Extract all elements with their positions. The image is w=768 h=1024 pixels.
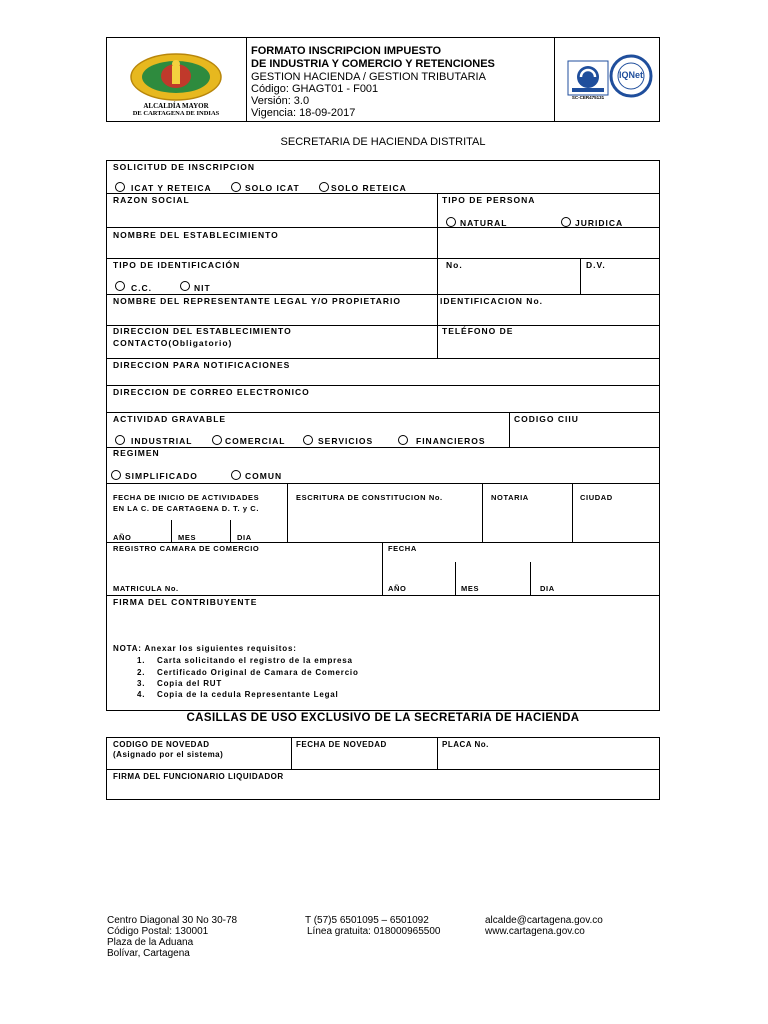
- placa-label: PLACA No.: [442, 740, 489, 749]
- logo-caption-2: DE CARTAGENA DE INDIAS: [132, 110, 220, 117]
- radio-icat-reteica[interactable]: [115, 182, 125, 192]
- footer-email[interactable]: alcalde@cartagena.gov.co: [485, 915, 603, 926]
- requisito-3-number: 3.: [137, 679, 146, 688]
- exclusive-section-title: CASILLAS DE USO EXCLUSIVO DE LA SECRETARIA DE HACIENDA: [186, 712, 580, 724]
- iqnet-certification-logo: [609, 54, 653, 98]
- footer-address-3: Plaza de la Aduana: [107, 937, 194, 948]
- footer-phone: T (57)5 6501095 – 6501092: [305, 915, 429, 926]
- fecha-inicio-label-2: EN LA C. DE CARTAGENA D. T. y C.: [113, 504, 260, 513]
- radio-servicios[interactable]: [303, 435, 313, 445]
- inicio-dia-label: DIA: [237, 533, 252, 542]
- footer-free-line: Línea gratuita: 018000965500: [307, 926, 441, 937]
- contacto-obligatorio-label: CONTACTO(Obligatorio): [113, 338, 233, 348]
- radio-comercial[interactable]: [212, 435, 222, 445]
- document-title-line2: DE INDUSTRIA Y COMERCIO Y RETENCIONES: [251, 58, 495, 70]
- codigo-novedad-label: CODIGO DE NOVEDAD: [113, 740, 210, 749]
- radio-simplificado[interactable]: [111, 470, 121, 480]
- fecha-inicio-label-1: FECHA DE INICIO DE ACTIVIDADES: [113, 493, 260, 502]
- logo-caption-1: ALCALDÍA MAYOR: [143, 102, 209, 110]
- actividad-gravable-label: ACTIVIDAD GRAVABLE: [113, 414, 227, 424]
- option-financieros: FINANCIEROS: [416, 436, 486, 446]
- option-simplificado: SIMPLIFICADO: [125, 471, 198, 481]
- radio-juridica[interactable]: [561, 217, 571, 227]
- firma-funcionario-label: FIRMA DEL FUNCIONARIO LIQUIDADOR: [113, 772, 284, 781]
- icontec-certification-logo: [566, 55, 610, 103]
- dv-label: D.V.: [586, 260, 606, 270]
- telefono-label: TELÉFONO DE: [442, 326, 514, 336]
- notaria-label: NOTARIA: [491, 493, 529, 502]
- document-title-line1: FORMATO INSCRIPCION IMPUESTO: [251, 45, 442, 57]
- fecha-dia-label: DIA: [540, 584, 555, 593]
- asignado-label: (Asignado por el sistema): [113, 750, 224, 759]
- cert-code-label: SC-CER475131: [571, 95, 605, 100]
- direccion-establecimiento-label: DIRECCION DEL ESTABLECIMIENTO: [113, 326, 292, 336]
- fecha-novedad-label: FECHA DE NOVEDAD: [296, 740, 387, 749]
- escritura-label: ESCRITURA DE CONSTITUCION No.: [296, 493, 443, 502]
- representante-legal-label: NOMBRE DEL REPRESENTANTE LEGAL Y/O PROPIETARIO: [113, 296, 401, 306]
- fecha-ano-label: AÑO: [388, 584, 407, 593]
- radio-financieros[interactable]: [398, 435, 408, 445]
- solicitud-label: SOLICITUD DE INSCRIPCION: [113, 162, 256, 172]
- option-solo-reteica: SOLO RETEICA: [331, 183, 407, 193]
- option-industrial: INDUSTRIAL: [131, 436, 193, 446]
- radio-natural[interactable]: [446, 217, 456, 227]
- radio-nit[interactable]: [180, 281, 190, 291]
- ciudad-label: CIUDAD: [580, 493, 613, 502]
- option-nit: NIT: [194, 283, 211, 293]
- footer-address-4: Bolívar, Cartagena: [107, 948, 190, 959]
- section-title: SECRETARIA DE HACIENDA DISTRITAL: [280, 136, 486, 148]
- firma-contribuyente-label: FIRMA DEL CONTRIBUYENTE: [113, 597, 258, 607]
- footer-address-2: Código Postal: 130001: [107, 926, 209, 937]
- document-version: Versión: 3.0: [251, 95, 310, 107]
- direccion-correo-label: DIRECCION DE CORREO ELECTRONICO: [113, 387, 310, 397]
- nota-title: NOTA: Anexar los siguientes requisitos:: [113, 644, 297, 653]
- requisito-4-number: 4.: [137, 690, 146, 699]
- footer-website[interactable]: www.cartagena.gov.co: [485, 926, 585, 937]
- option-natural: NATURAL: [460, 218, 508, 228]
- option-solo-icat: SOLO ICAT: [245, 183, 300, 193]
- regimen-label: REGIMEN: [113, 448, 160, 458]
- inicio-ano-label: AÑO: [113, 533, 132, 542]
- registro-camara-label: REGISTRO CAMARA DE COMERCIO: [113, 544, 260, 553]
- requisito-3-text: Copia del RUT: [157, 679, 223, 688]
- requisito-4-text: Copia de la cedula Representante Legal: [157, 690, 339, 699]
- codigo-ciiu-label: CODIGO CIIU: [514, 414, 579, 424]
- radio-comun[interactable]: [231, 470, 241, 480]
- option-servicios: SERVICIOS: [318, 436, 374, 446]
- radio-cc[interactable]: [115, 281, 125, 291]
- fecha-mes-label: MES: [461, 584, 480, 593]
- tipo-persona-label: TIPO DE PERSONA: [442, 195, 536, 205]
- radio-solo-reteica[interactable]: [319, 182, 329, 192]
- alcaldia-logo: [128, 52, 224, 102]
- option-icat-reteica: ICAT Y RETEICA: [131, 183, 212, 193]
- matricula-label: MATRICULA No.: [113, 584, 179, 593]
- option-cc: C.C.: [131, 283, 152, 293]
- direccion-notificaciones-label: DIRECCION PARA NOTIFICACIONES: [113, 360, 291, 370]
- document-subtitle: GESTION HACIENDA / GESTION TRIBUTARIA: [251, 71, 486, 83]
- iqnet-label: IQNet: [618, 70, 643, 80]
- document-validity: Vigencia: 18-09-2017: [251, 107, 356, 119]
- nombre-establecimiento-label: NOMBRE DEL ESTABLECIMIENTO: [113, 230, 279, 240]
- requisito-2-number: 2.: [137, 668, 146, 677]
- option-comun: COMUN: [245, 471, 283, 481]
- document-code: Código: GHAGT01 - F001: [251, 83, 379, 95]
- footer-address-1: Centro Diagonal 30 No 30-78: [107, 915, 238, 926]
- requisito-1-text: Carta solicitando el registro de la empresa: [157, 656, 353, 665]
- radio-solo-icat[interactable]: [231, 182, 241, 192]
- radio-industrial[interactable]: [115, 435, 125, 445]
- option-comercial: COMERCIAL: [225, 436, 286, 446]
- razon-social-label: RAZON SOCIAL: [113, 195, 190, 205]
- option-juridica: JURIDICA: [575, 218, 624, 228]
- inicio-mes-label: MES: [178, 533, 197, 542]
- tipo-identificacion-label: TIPO DE IDENTIFICACIÓN: [113, 260, 241, 270]
- identificacion-no-label: IDENTIFICACION No.: [440, 296, 543, 306]
- numero-label: No.: [446, 260, 463, 270]
- fecha-label: FECHA: [388, 544, 417, 553]
- requisito-1-number: 1.: [137, 656, 146, 665]
- requisito-2-text: Certificado Original de Camara de Comercio: [157, 668, 359, 677]
